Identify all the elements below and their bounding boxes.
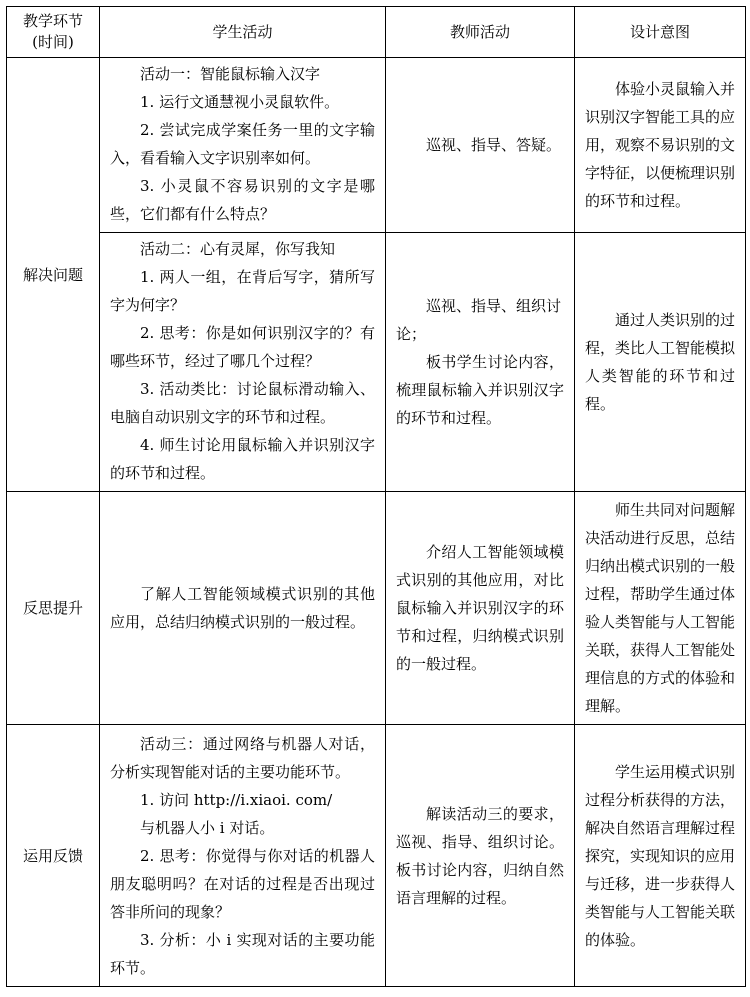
list-item: 与机器人小 i 对话。 [140, 818, 275, 837]
teacher-activity-1: 巡视、指导、答疑。 [386, 58, 575, 233]
table-row [7, 725, 746, 987]
design-intent-2: 通过人类识别的过程，类比人工智能模拟人类智能的环节和过程。 [575, 233, 746, 492]
list-item: 活动一：智能鼠标输入汉字 [140, 65, 321, 83]
list-item: 2. 思考：你觉得与你对话的机器人朋友聪明吗？在对话的过程是否出现过答非所问的现象？ [110, 846, 375, 921]
header-stage-line2: (时间) [32, 33, 74, 51]
list-item: 3. 小灵鼠不容易识别的文字是哪些，它们都有什么特点？ [110, 177, 375, 223]
list-item: 1. 两人一组，在背后写字，猜所写字为何字？ [110, 268, 375, 314]
list-item: 活动二：心有灵犀，你写我知 [140, 240, 336, 258]
teacher-activity-2b: 板书学生讨论内容，梳理鼠标输入并识别汉字的环节和过程。 [396, 353, 564, 427]
lesson-plan-table-container [6, 6, 744, 992]
stage-cell: 运用反馈 [7, 725, 100, 987]
stage-cell: 反思提升 [7, 492, 100, 725]
header-stage [7, 7, 100, 58]
stage-cell: 解决问题 [7, 58, 100, 492]
header-stage-line1: 教学环节 [22, 12, 83, 30]
teacher-activity-4: 解读活动三的要求，巡视、指导、组织讨论。板书讨论内容，归纳自然语言理解的过程。 [386, 725, 575, 987]
header-design-intent: 设计意图 [575, 7, 746, 58]
design-intent-1: 体验小灵鼠输入并识别汉字智能工具的应用，观察不易识别的文字特征，以便梳理识别的环节和过程。 [575, 58, 746, 233]
list-item: 1. 访问 http://i.xiaoi. com/ [140, 790, 333, 809]
table-row [7, 233, 746, 492]
header-student-activity: 学生活动 [100, 7, 386, 58]
teacher-activity-2 [386, 233, 575, 492]
student-activity-3: 了解人工智能领域模式识别的其他应用，总结归纳模式识别的一般过程。 [100, 492, 386, 725]
teacher-activity-2a: 巡视、指导、组织讨论； [396, 297, 562, 343]
teacher-activity-3: 介绍人工智能领域模式识别的其他应用，对比鼠标输入并识别汉字的环节和过程，归纳模式识别的一般过程。 [386, 492, 575, 725]
list-item: 4. 师生讨论用鼠标输入并识别汉字的环节和过程。 [110, 436, 375, 482]
student-activity-4 [100, 725, 386, 987]
header-teacher-activity: 教师活动 [386, 7, 575, 58]
design-intent-4: 学生运用模式识别过程分析获得的方法，解决自然语言理解过程探究，实现知识的应用与迁移，进一步获得人类智能与人工智能关联的体验。 [575, 725, 746, 987]
table-row [7, 58, 746, 233]
student-activity-1 [100, 58, 386, 233]
list-item: 活动三：通过网络与机器人对话，分析实现智能对话的主要功能环节。 [110, 734, 375, 781]
lesson-plan-table [6, 6, 746, 987]
design-intent-3: 师生共同对问题解决活动进行反思，总结归纳出模式识别的一般过程，帮助学生通过体验人类智能与人工智能关联，获得人工智能处理信息的方式的体验和理解。 [575, 492, 746, 725]
list-item: 1. 运行文通慧视小灵鼠软件。 [140, 93, 340, 111]
header-row [7, 7, 746, 58]
list-item: 3. 活动类比：讨论鼠标滑动输入、电脑自动识别文字的环节和过程。 [110, 380, 375, 426]
student-activity-2 [100, 233, 386, 492]
list-item: 3. 分析：小 i 实现对话的主要功能环节。 [110, 930, 375, 977]
list-item: 2. 尝试完成学案任务一里的文字输入，看看输入文字识别率如何。 [110, 121, 375, 167]
list-item: 2. 思考：你是如何识别汉字的？有哪些环节，经过了哪几个过程？ [110, 324, 375, 370]
table-row [7, 492, 746, 725]
